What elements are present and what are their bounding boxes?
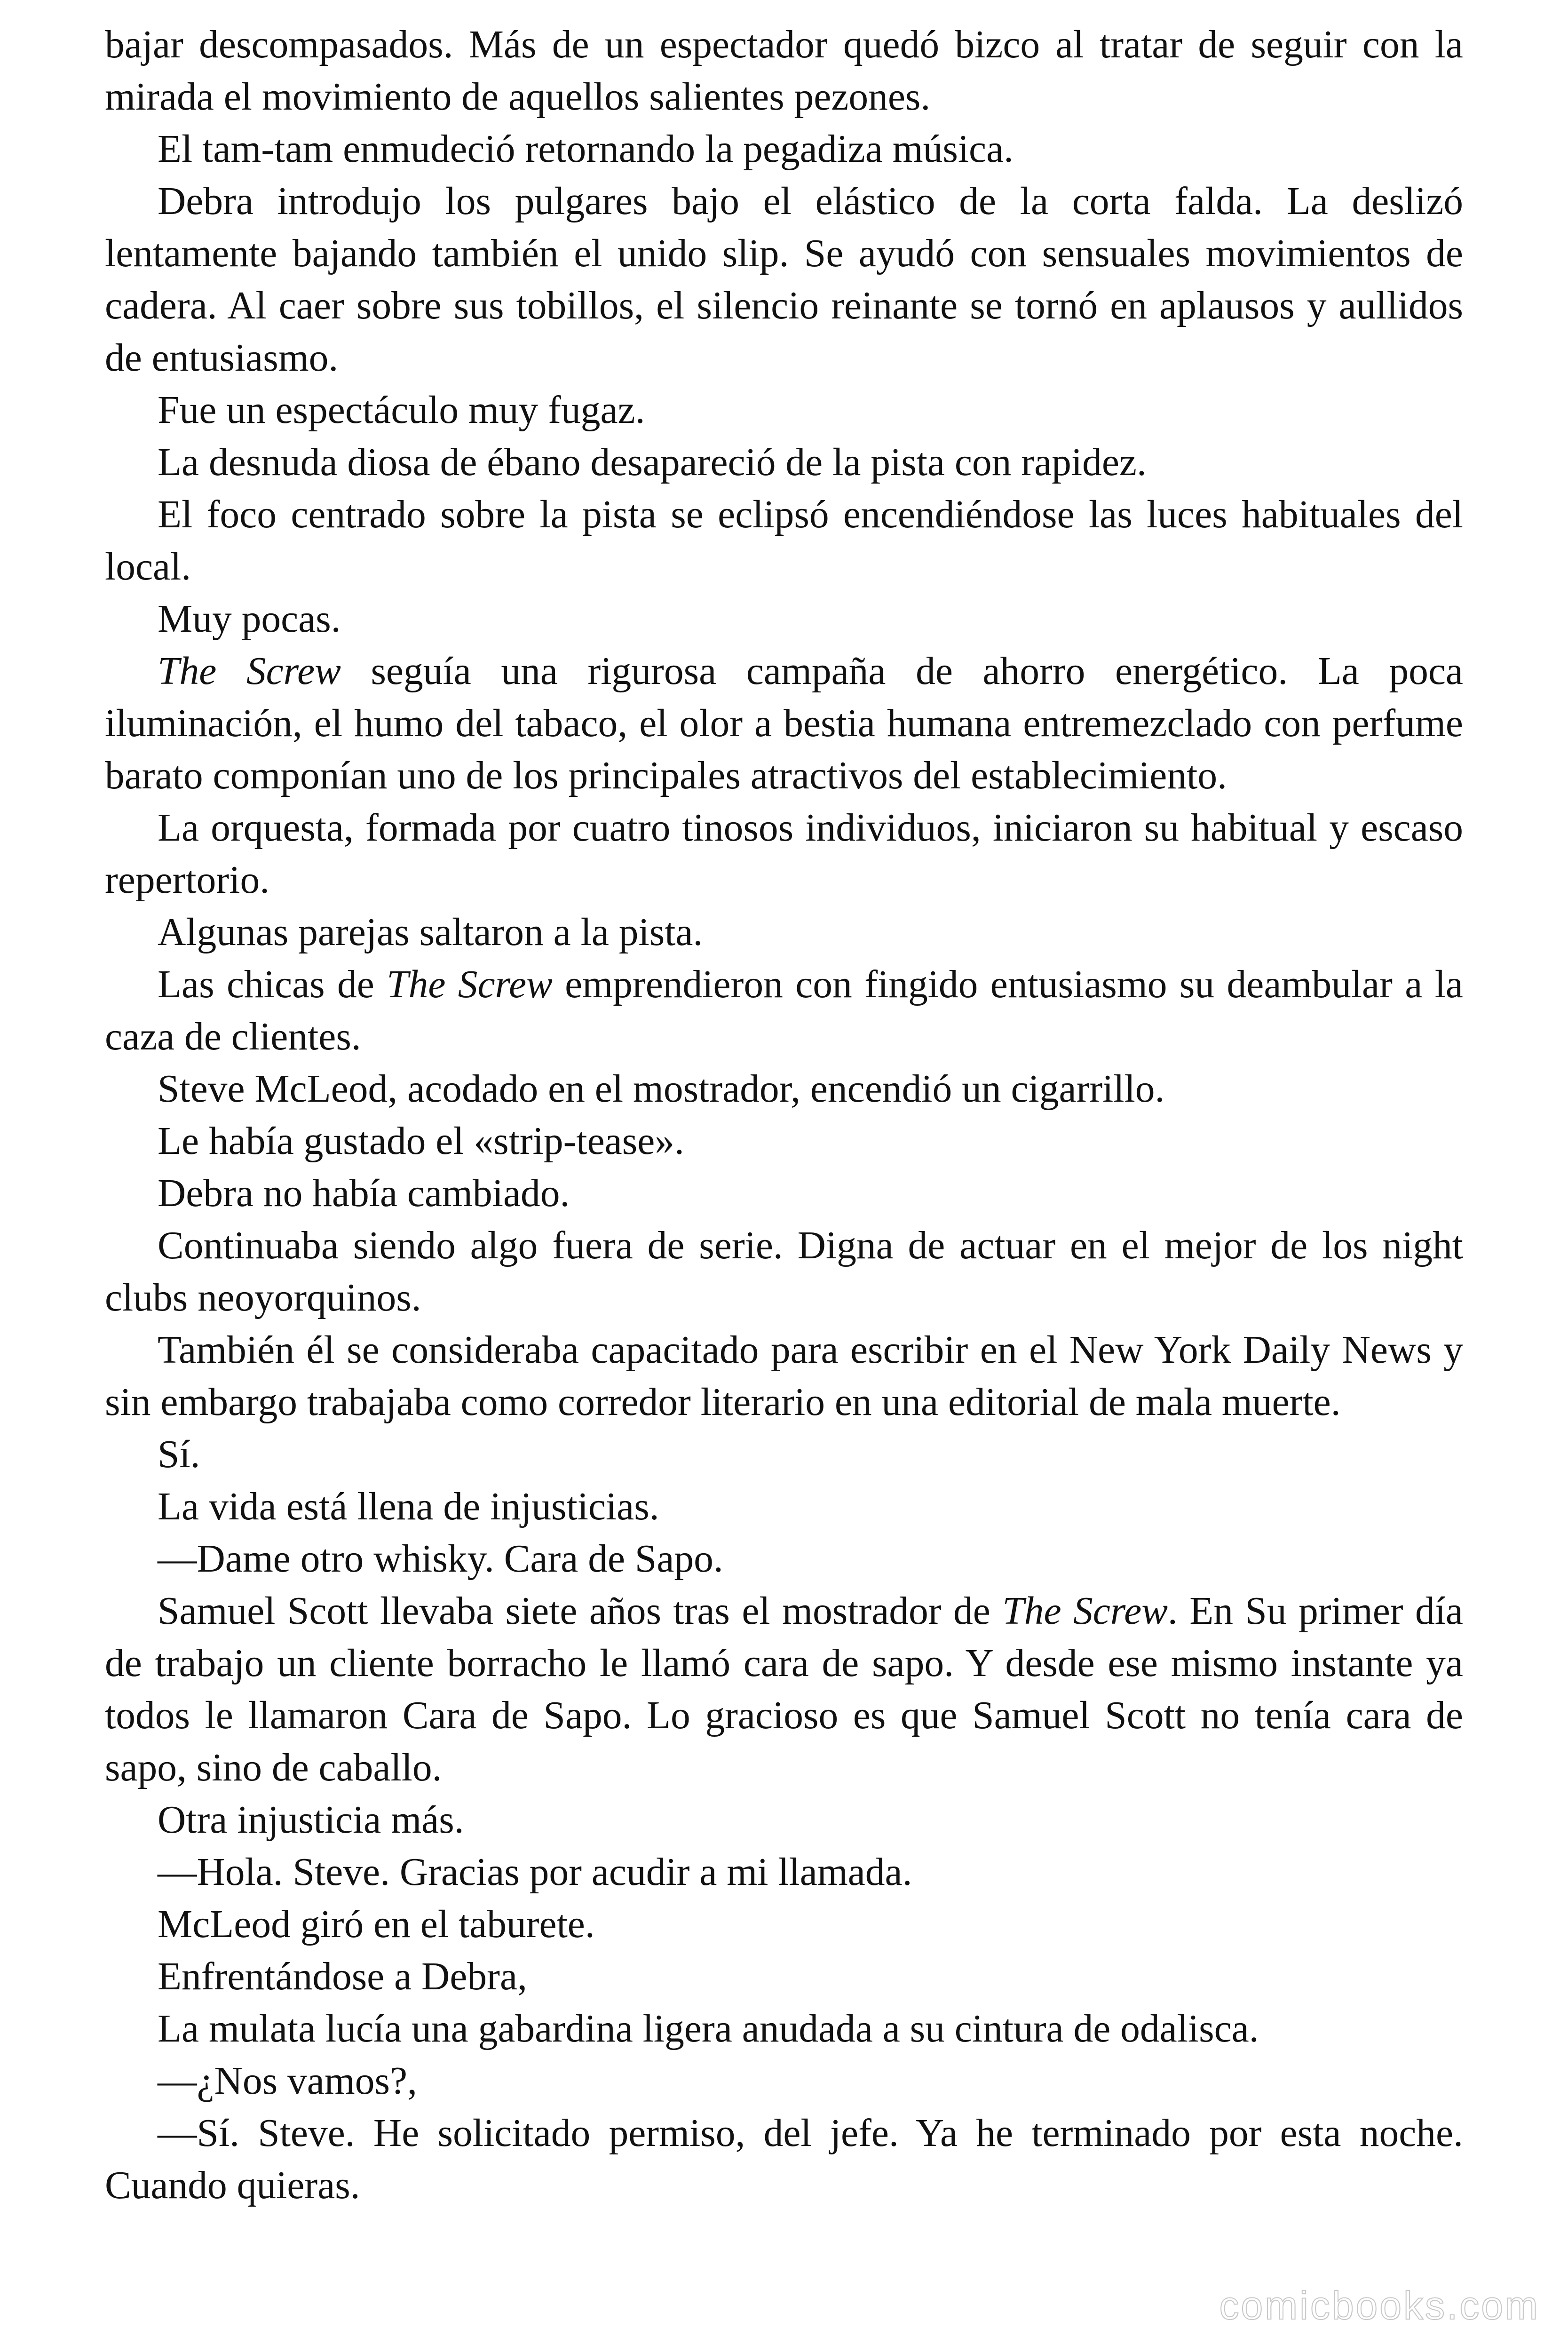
paragraph [105,1585,1463,1794]
text-run: seguía una rigurosa campaña de ahorro energético. La poca iluminación, el humo del tabaco, el olor a bestia humana entremezclado con perfume barato componían uno de los principales atractivos del establecimiento. [105,650,1463,797]
paragraph [105,489,1463,593]
text-run: —Hola. Steve. Gracias por acudir a mi llamada. [158,1851,912,1894]
paragraph [105,19,1463,123]
text-run: La desnuda diosa de ébano desapareció de la pista con rapidez. [158,441,1147,484]
text-run: emprendieron con fingido entusiasmo su deambular a la caza de clientes. [105,963,1463,1058]
text-run: Enfrentándose a Debra, [158,1955,527,1998]
italic-title: The Screw [158,650,341,693]
paragraph [105,1951,1463,2003]
text-run: Algunas parejas saltaron a la pista. [158,911,703,954]
paragraph [105,2107,1463,2212]
text-run: Le había gustado el «strip-tease». [158,1120,684,1163]
watermark-text: comicbooks.com [1219,2283,1540,2328]
paragraph [105,1481,1463,1533]
text-run: La mulata lucía una gabardina ligera anudada a su cintura de odalisca. [158,2007,1259,2050]
paragraph [105,1220,1463,1324]
paragraph [105,1794,1463,1846]
text-run: La vida está llena de injusticias. [158,1485,659,1528]
paragraph [105,1899,1463,1951]
paragraph [105,906,1463,959]
paragraph [105,1115,1463,1168]
text-run: El tam-tam enmudeció retornando la pegadiza música. [158,127,1014,171]
paragraph [105,1324,1463,1429]
italic-title: The Screw [387,963,553,1006]
text-run: Otra injusticia más. [158,1798,464,1842]
text-run: Steve McLeod, acodado en el mostrador, encendió un cigarrillo. [158,1067,1165,1111]
paragraph [105,437,1463,489]
paragraph [105,123,1463,175]
text-run: Fue un espectáculo muy fugaz. [158,389,645,432]
paragraph [105,802,1463,906]
paragraph [105,1429,1463,1481]
text-run: La orquesta, formada por cuatro tinosos individuos, iniciaron su habitual y escaso repertorio. [105,806,1463,902]
text-run: Continuaba siendo algo fuera de serie. Digna de actuar en el mejor de los night clubs neoyorquinos. [105,1224,1463,1319]
page-text [105,19,1463,2212]
paragraph [105,959,1463,1063]
text-run: Debra introdujo los pulgares bajo el elástico de la corta falda. La deslizó lentamente bajando también el unido slip. Se ayudó con sensuales movimientos de cadera. Al caer sobre sus tobillos, el silencio reinante se tornó en aplausos y aullidos de entusiasmo. [105,180,1463,380]
text-run: Samuel Scott llevaba siete años tras el mostrador de [158,1589,1003,1633]
italic-title: The Screw [1002,1589,1168,1633]
text-run: —Dame otro whisky. Cara de Sapo. [158,1537,723,1581]
paragraph [105,645,1463,802]
paragraph [105,175,1463,384]
text-run: Las chicas de [158,963,387,1006]
paragraph [105,2055,1463,2107]
text-run: Debra no había cambiado. [158,1172,570,1215]
paragraph [105,1063,1463,1115]
paragraph [105,384,1463,437]
paragraph [105,1533,1463,1585]
paragraph [105,1168,1463,1220]
text-run: —Sí. Steve. He solicitado permiso, del jefe. Ya he terminado por esta noche. Cuando quieras. [105,2112,1463,2207]
paragraph [105,593,1463,645]
text-run: Sí. [158,1433,200,1476]
text-run: McLeod giró en el taburete. [158,1903,595,1946]
text-run: Muy pocas. [158,597,341,641]
text-run: También él se consideraba capacitado para escribir en el New York Daily News y sin embargo trabajaba como corredor literario en una editorial de mala muerte. [105,1328,1463,1424]
paragraph [105,1846,1463,1899]
text-run: bajar descompasados. Más de un espectador quedó bizco al tratar de seguir con la mirada el movimiento de aquellos salientes pezones. [105,23,1463,119]
paragraph [105,2003,1463,2055]
text-run: El foco centrado sobre la pista se eclipsó encendiéndose las luces habituales del local. [105,493,1463,588]
text-run: . En Su primer día de trabajo un cliente borracho le llamó cara de sapo. Y desde ese mismo instante ya todos le llamaron Cara de Sapo. Lo gracioso es que Samuel Scott no tenía cara de sapo, sino de caballo. [105,1589,1463,1789]
text-run: —¿Nos vamos?, [158,2059,417,2103]
